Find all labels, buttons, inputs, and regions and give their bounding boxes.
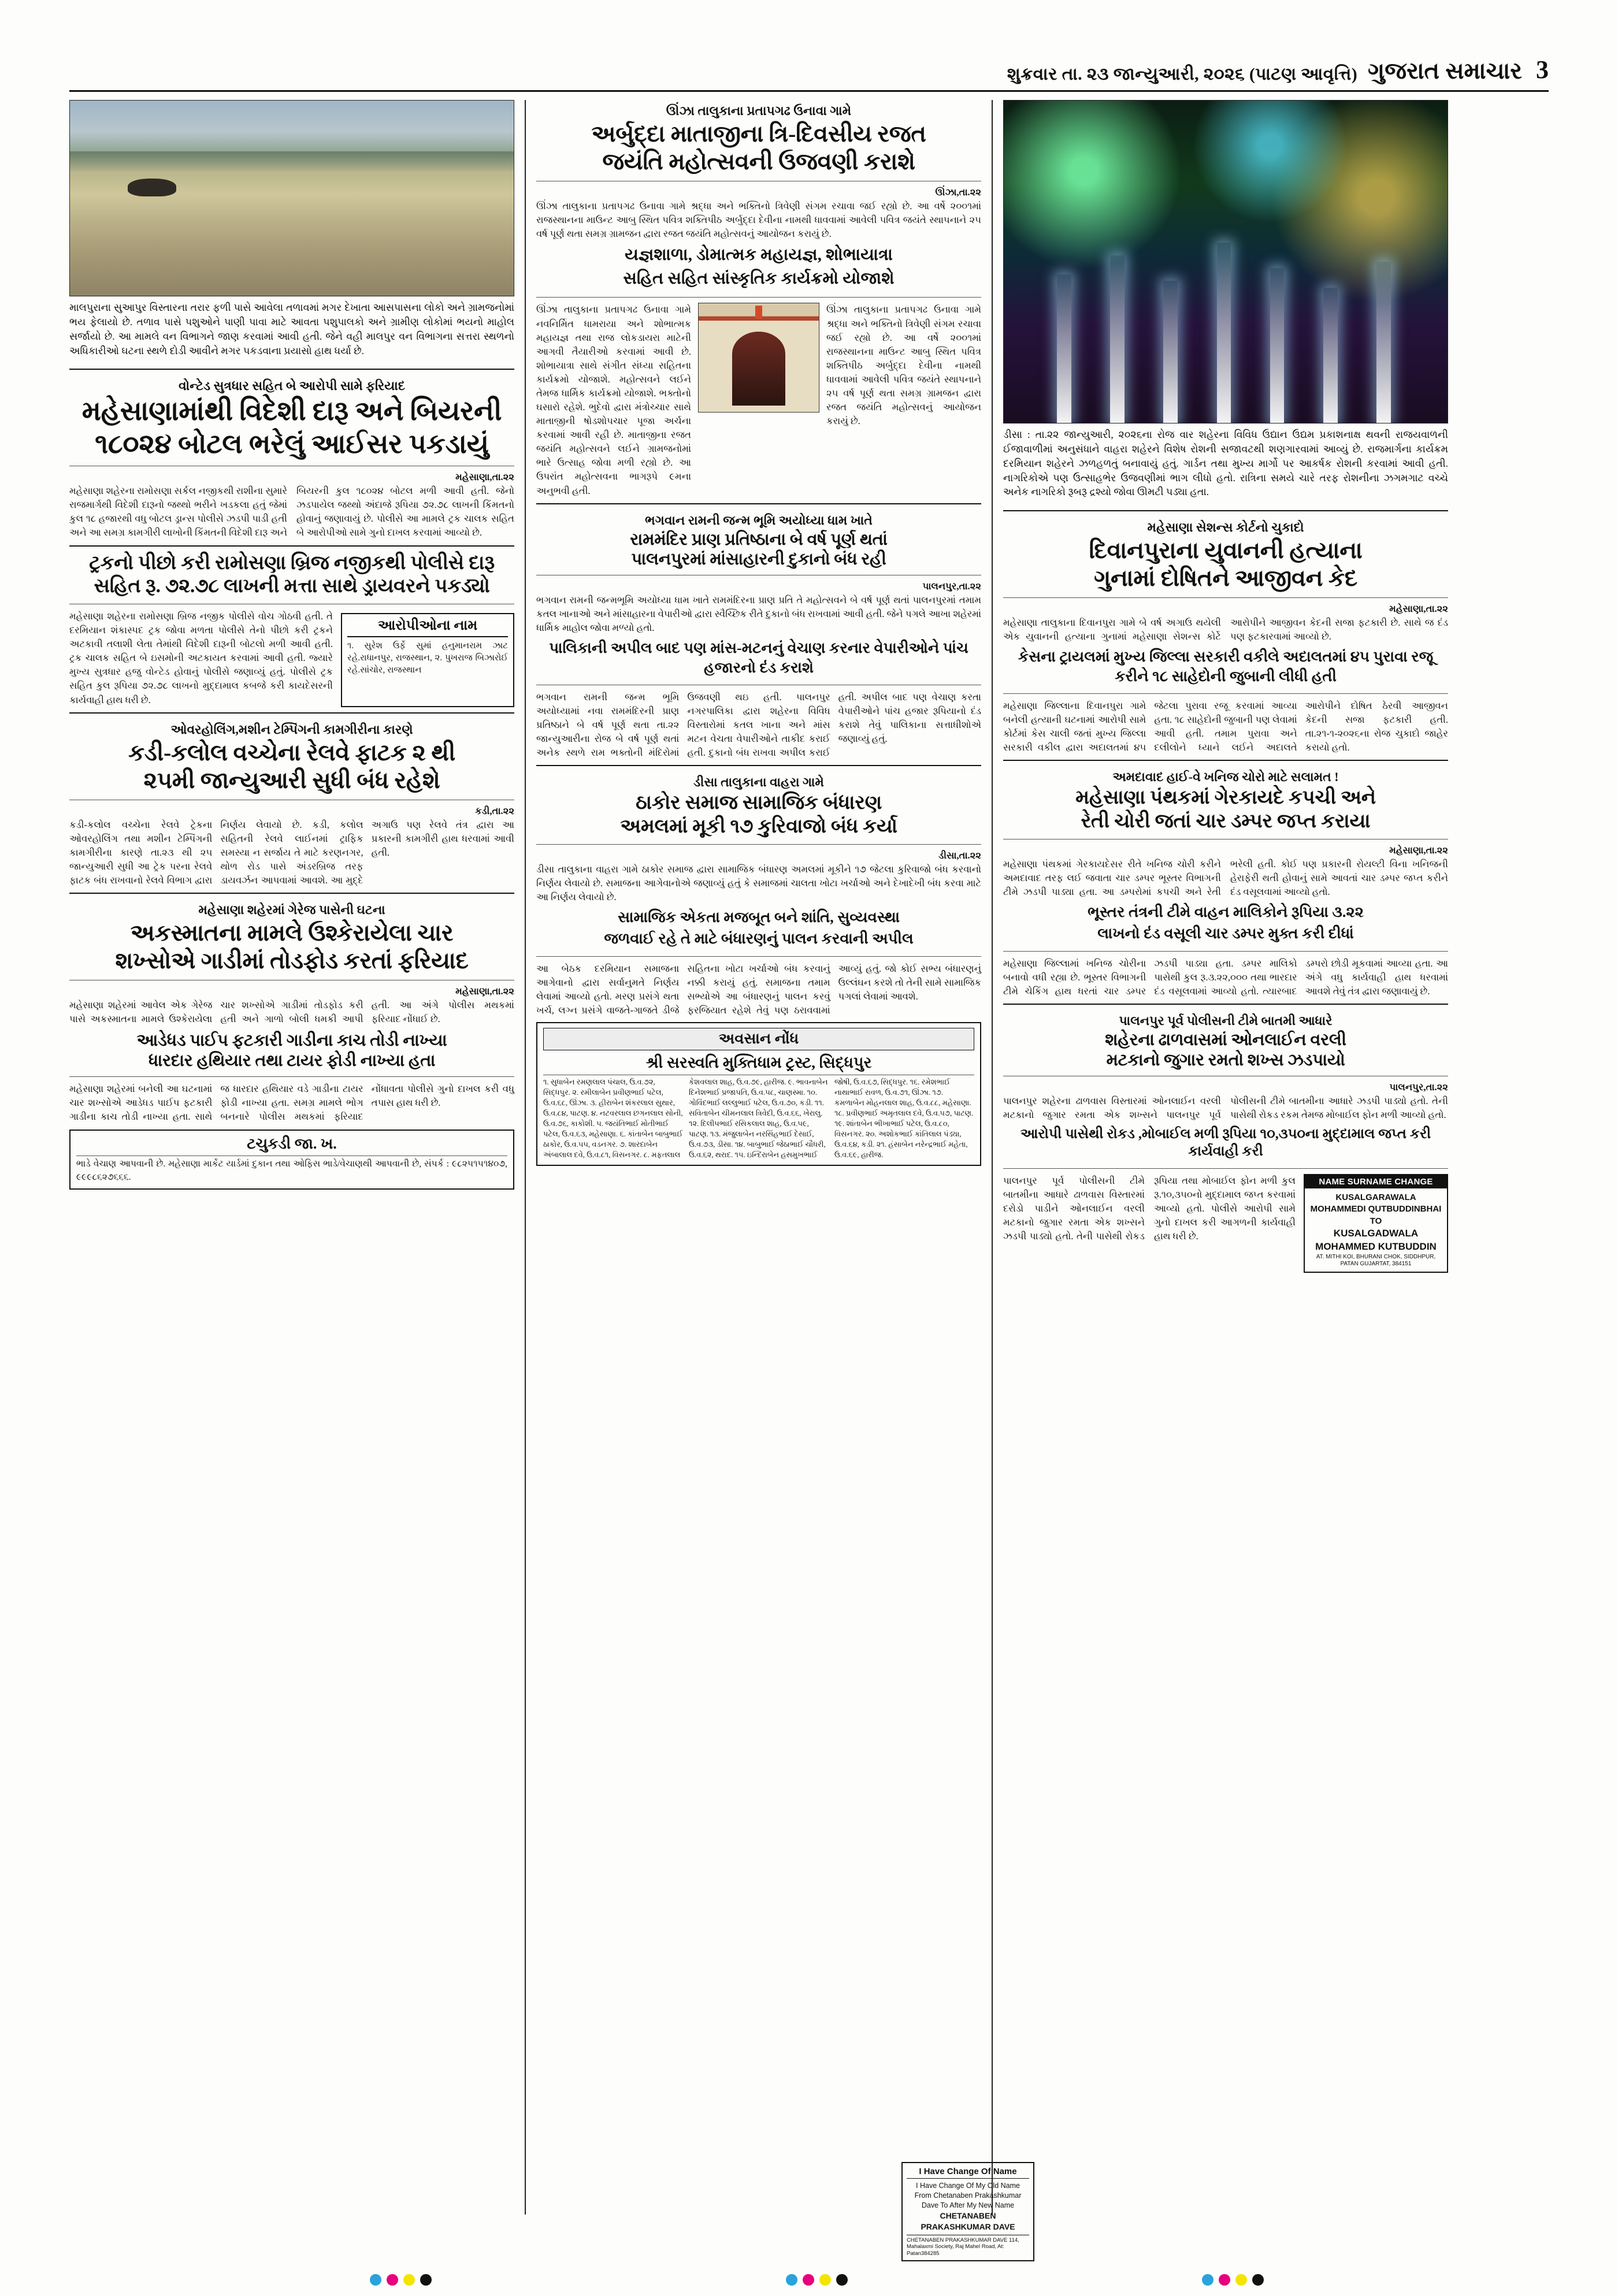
arrested-names-title: આરોપીઓના નામ	[347, 618, 508, 637]
temple-arch-shape	[732, 332, 785, 406]
classified-title: ટચુકડી જા. ખ.	[247, 1135, 337, 1153]
c2-story3-subhead-line2: જળવાઈ રહે તે માટે બંધારણનું પાલન કરવાની અપીલ	[604, 930, 914, 948]
name-change-address: AT. MITHI KOI, BHURANI CHOK, SIDDHPUR, PATAN GUJARTAT, 384151	[1316, 1253, 1436, 1268]
c2-story1-kicker: ઊંઝા તાલુકાના પ્રતાપગઢ ઉનાવા ગામે	[666, 103, 852, 118]
story4-headline-line1: અકસ્માતના મામલે ઉશ્કેરાયેલા ચાર	[130, 920, 454, 946]
c2-story3-body: ડીસા તાલુકાના વાહરા ગામે ઠાકોર સમાજ દ્વારા સામાજિક બંધારણ અમલમાં મૂકીને ૧૭ જેટલા કુરિવાજો બંધ કરવાનો નિર્ણય લેવાયો છે. સમાજના આગેવાનોએ જણાવ્યું હતું કે સમાજમાં ચાલતા ખોટા ખર્ચાઓ અને દેખાદેખી બંધ કરવા માટે આ નિર્ણય લેવાયો છે.	[536, 863, 981, 903]
divider	[536, 765, 981, 766]
c3-story3-headline-line1: શહેરના ઢાળવાસમાં ઓનલાઈન વરલી	[1105, 1030, 1346, 1049]
story4-dateline: મહેસાણા,તા.૨૨	[455, 986, 514, 997]
c3-story2-dateline: મહેસાણા,તા.૨૨	[1389, 844, 1448, 856]
photo-caption-night: ડીસા : તા.૨૨ જાન્યુઆરી, ૨૦૨૬ના રોજ વાર શહેરના વિવિધ ઉદ્યાન ઉદ્યમ પ્રકાશનાક્ષ થવની રાજયવાળની ઈજાવાળીમાં અનુસંધાને વાહરા શહેરને વિશેષ રોશની સજાવટથી શણગારવામાં આવ્યું છે. રાજમાર્ગના કાર્યક્રમ દરમિયાન શહેરને ઝળહળતું બનાવાયું હતું. ગાર્ડન તથા મુખ્ય માર્ગો પર આકર્ષક રોશની કરવામાં આવી હતી. નાગરિકોએ પણ ઉત્સાહભેર ઉજવણીમાં ભાગ લીધો હતો. રાત્રિના સમયે ચારે તરફ રોશનીના ઝગમગાટ વચ્ચે અનેક નાગરિકો રૂબરૂ દ્રશ્યો જોવા ઊમટી પડ્યા હતા.	[1003, 429, 1448, 498]
english-notice-address: CHETANABEN PRAKASHKUMAR DAVE 114, Mahalaxmi Society, Raj Mahel Road, At: Patan384285	[907, 2235, 1029, 2257]
masthead-page-number: 3	[1536, 55, 1549, 84]
name-change-to-label: TO	[1370, 1216, 1382, 1226]
story4-headline-line2: શખ્સોએ ગાડીમાં તોડફોડ કરતાં ફરિયાદ	[115, 948, 469, 974]
c3-story1-headline-line1: દિવાનપુરાના યુવાનની હત્યાના	[1089, 537, 1363, 564]
c2-story1-body: ઊંઝા તાલુકાના પ્રતાપગઢ ઉનાવા ગામે શ્રદ્ધા અને ભક્તિનો ત્રિવેણી સંગમ રચાવા જઈ રહ્યો છે. આ વર્ષે ૨૦૦૧માં રાજસ્થાનના માઉન્ટ આબુ સ્થિત પવિત્ર શક્તિપીઠ અર્બુદ્દા દેવીના નામથી ધાવવામાં આવેલી પવિત્ર જયંતે સ્થાપનાને ૨૫ વર્ષ પૂર્ણ થતા સમગ્ર ગ્રામજન દ્વારા રજત જયંતિ મહોત્સવનું આયોજન કરાયું છે.	[536, 200, 981, 240]
divider	[1003, 510, 1448, 511]
divider	[1003, 951, 1448, 952]
story1-kicker: વોન્ટેડ સુત્રધાર સહિત બે આરોપી સામે ફરિયાદ	[178, 378, 406, 393]
story3-kicker: ઓવરહોલિંગ,મશીન ટેમ્પિંગની કામગીરીના કારણે	[170, 722, 413, 737]
story2-headline-line2: સહિત રૂ. ૭૨.૭૮ લાખની મત્તા સાથે ડ્રાયવરને પકડ્યો	[94, 575, 490, 597]
registration-marks-right	[1202, 2274, 1264, 2286]
column-3	[1003, 100, 1448, 2215]
english-notice-body: I Have Change Of My Old Name From Chetanaben Prakashkumar Dave To After My New Name	[914, 2182, 1022, 2210]
name-change-old-name: KUSALGARAWALA MOHAMMEDI QUTBUDDINBHAI	[1310, 1192, 1442, 1214]
c2-story2-kicker: ભગવાન રામની જન્મ ભૂમિ અયોધ્યા ધામ ખાતે	[645, 512, 873, 527]
story4-body: મહેસાણા શહેરમાં આવેલ એક ગેરેજ પાસે અકસ્માતના મામલે ઉશ્કેરાયેલા ચાર શખ્સોએ ગાડીમાં તોડફોડ કરી હતી અને ગાળો બોલી ધમકી આપી હતી. આ અંગે પોલીસ મથકમાં ફરિયાદ નોંધાઈ છે.	[69, 1000, 514, 1025]
photo-temple	[698, 303, 819, 413]
c3-story2-subhead-line2: લાખનો દંડ વસૂલી ચાર ડમ્પર મુક્ત કરી દીધાં	[1097, 925, 1354, 942]
c2-story1-headline-line2: જયંતિ મહોત્સવની ઉજવણી કરાશે	[602, 148, 915, 175]
c3-story2-kicker: અમદાવાદ હાઈ-વે ખનિજ ચોરો માટે સલામત !	[1112, 770, 1339, 785]
story1-body: મહેસાણા શહેરના રામોસણા સર્કલ નજીકથી રાશીના સુમારે રાજમાર્ગથી વિદેશી દારૂનો જથ્થો ભરીને ખડકલા હતું જેમાં કુલ ૧૮ હજારથી વધુ બોટલ ડ્રાન્સ પોલીસે ઝડપી પાડી હતી અને આ સમગ્ર કામગીરી લાખોની કિંમતની વિદેશી દારૂ અને બિયરની કુલ ૧૮૦૨૪ બોટલ મળી આવી હતી. જેનો ઝડપાયેલ જથ્થો અંદાજે રૂપિયા ૭૨.૭૮ લાખની કિંમતનો હોવાનું જણાવાયું છે. પોલીસે આ મામલે ટ્રક ચાલક સહિત બે આરોપીઓ સામે ગુનો દાખલ કરવામાં આવ્યો છે.	[69, 485, 514, 538]
divider	[69, 545, 514, 547]
c3-story2-headline-line2: રેતી ચોરી જતાં ચાર ડમ્પર જપ્ત કરાયા	[1081, 811, 1371, 833]
c2-story1-subhead-line2: સહિત સહિત સાંસ્કૃતિક કાર્યક્રમો યોજાશે	[623, 269, 895, 288]
english-notice-title: I Have Change Of Name	[907, 2167, 1029, 2179]
photo-caption-lake: માલપુરાના સુઆપુર વિસ્તારના તરાર ફળી પાસે આવેલા તળાવમાં મગર દેખાતા આસપાસના લોકો અને ગ્રામજનોમાં ભય ફેલાયો છે. તળાવ પાસે પશુઓને પાણી પાવા માટે આવતા પશુપાલકો અને ગ્રામીણ લોકોમાં ભયનો માહોલ સર્જાયો છે. આ મામલે વન વિભાગને જાણ કરવામાં આવી હતી. જેને વહી માલપુર વન વિભાગના સત્તરા સ્થળનો અધિકારીઓ ઘટના સ્થળે દોડી આવીને મગર પકડવાના પ્રયાસો હાથ ધર્યા છે.	[69, 302, 514, 356]
divider	[69, 712, 514, 714]
c2-story3-subhead-line1: સામાજિક એકતા મજબૂત બને શાંતિ, સુવ્યવસ્થા	[618, 909, 900, 926]
divider	[1003, 760, 1448, 761]
column-divider	[525, 100, 526, 2215]
c3-story3-headline-line2: મટકાનો જુગાર રમતો શખ્સ ઝડપાયો	[1106, 1050, 1345, 1069]
divider	[69, 893, 514, 894]
english-notice-name2: PRAKASHKUMAR DAVE	[921, 2221, 1015, 2231]
c3-story3-kicker: પાલનપુર પૂર્વ પોલીસની ટીમે બાતમી આધારે	[1119, 1013, 1333, 1028]
c2-story2-body: ભગવાન રામની જન્મભૂમિ અયોધ્યા ધામ ખાતે રામમંદિરના પ્રાણ પ્રતિ તે મહોત્સવને બે વર્ષ પૂર્ણ થતાં પાલનપુરમાં તમામ કતલ ખાનાઓ અને માંસાહારના વેપારીઓ દ્વારા સ્વૈચ્છિક રીતે દુકાનો બંધ રાખવામાં આવી હતી. જેને પગલે આખા શહેરમાં ધાર્મિક માહોલ જોવા મળ્યો હતો.	[536, 595, 981, 634]
story3-dateline: કડી,તા.૨૨	[474, 805, 514, 816]
photo-lake-crocodile	[69, 100, 514, 296]
divider	[1003, 597, 1448, 598]
story4-subhead-line2: ધારદાર હથિયાર તથા ટાયર ફોડી નાખ્યા હતા	[148, 1052, 436, 1071]
c3-story3-dateline: પાલનપુર,તા.૨૨	[1389, 1081, 1448, 1093]
story2-body: મહેસાણા શહેરના રામોસણા બ્રિજ નજીક પોલીસે વોચ ગોઠવી હતી. તે દરમિયાન શંકાસ્પદ ટ્રક જોવા મળતા પોલીસે તેનો પીછો કરી ટ્રકને અટકાવી તલાશી લેતા તેમાંથી વિદેશી દારૂની બોટલો મળી આવી હતી. ટ્રક ચાલક સહિત બે ઇસમોની અટકાયત કરવામાં આવી હતી. જ્યારે મુખ્ય સુત્રધાર હજુ વોન્ટેડ હોવાનું પોલીસે જણાવ્યું હતું. પોલીસે ટ્રક સહિત કુલ રૂપિયા ૭૨.૭૮ લાખનો મુદ્દામાલ કબજે કરી કાયદેસરની કાર્યવાહી હાથ ધરી છે.	[69, 611, 333, 705]
story2-layout	[69, 610, 514, 707]
obituary-subtitle: શ્રી સરસ્વતિ મુક્તિધામ ટ્રસ્ટ, સિદ્ધપુર	[645, 1054, 872, 1072]
c3-story1-subhead: કેસના ટ્રાયલમાં મુખ્ય જિલ્લા સરકારી વકીલે અદાલતમાં ૪૫ પુરાવા રજૂ કરીને ૧૮ સાહેદોની જુબાની લીધી હતી	[1018, 648, 1434, 685]
divider	[536, 956, 981, 957]
light-column-shape	[1057, 274, 1071, 423]
temple-flag-shape	[755, 306, 762, 319]
c3-story2-body2: મહેસાણા જિલ્લામાં ખનિજ ચોરીના બનાવો વધી રહ્યા છે. ભૂસ્તર વિભાગની ટીમે ચેકિંગ હાથ ધરતાં ચાર ડમ્પર ઝડપી પાડ્યા હતા. ડમ્પર માલિકો પાસેથી કુલ રૂ.૩.૨૨,૦૦૦ તથા ભારદાર દંડ વસૂલવામાં આવ્યો હતો. ત્યારબાદ ડમ્પરો છોડી મૂકવામાં આવ્યા હતા. આ અંગે વધુ કાર્યવાહી હાથ ધરવામાં આવશે તેવું તંત્ર દ્વારા જણાવાયું છે.	[1003, 957, 1448, 997]
divider	[536, 503, 981, 504]
divider	[536, 844, 981, 845]
column-divider	[992, 100, 993, 2215]
c2-story2-headline-line2: પાલનપુરમાં માંસાહારની દુકાનો બંધ રહી	[631, 550, 886, 569]
arrested-names-list: ૧. સુરેશ ઉર્ફે સુમાં હનુમાનરામ ઝાટ રહે.રાધાનપુર, રાજસ્થાન, ૨. પુખરાજ બિઝારોઈ રહે.સાંચોર, રાજસ્થાન	[347, 641, 508, 675]
c2-story1-body2-a: ઊંઝા તાલુકાના પ્રતાપગઢ ઉનાવા ગામે નવનિર્મિત ધામરાયા અને શોભાત્મક મહાયજ્ઞ તથા રાજ લોકડાયરા માટેની આગવી તૈયારીઓ કરવામાં આવી છે. શોભાયાત્રા સાથે સંગીત સંધ્યા સહિતના કાર્યક્રમો યોજાશે. મહોત્સવને લઈને તેમજ ધાર્મિક કાર્યક્રમો યોજાશે. ભક્તોનો ઘસારો રહેશે. ભુદેવો દ્વારા મંત્રોચ્ચાર સાથે માતાજીની ષોડશોપચાર પૂજા અર્ચના કરવામાં આવી રહી છે. માતાજીના રજત જયંતિ મહોત્સવને લઈને ગ્રામજનોમાં ભારે ઉત્સાહ જોવા મળી રહ્યો છે. આ ઉપરાંત મહોત્સવના ભાગરૂપે ૯મના અનુભવી હતી.	[536, 304, 691, 496]
c3-story1-body2: મહેસાણા જિલ્લાના દિવાનપુરા ગામે બનેલી હત્યાની ઘટનામાં આરોપી સામે કોર્ટમાં કેસ ચાલી જતાં મુખ્ય જિલ્લા સરકારી વકીલ દ્વારા અદાલતમાં ૪૫ જેટલા પુરાવા રજૂ કરવામાં આવ્યા હતા. ૧૮ સાહેદોની જુબાની પણ લેવામાં આવી હતી. તમામ પુરાવા અને દલીલોને ધ્યાને લઈને અદાલતે આરોપીને દોષિત ઠેરવી આજીવન કેદની સજા ફટકારી હતી. તા.૨૧-૧-૨૦૨૬ના રોજ ચુકાદો જાહેર કરાયો હતો.	[1003, 700, 1448, 753]
story4-body2: મહેસાણા શહેરમાં બનેલી આ ઘટનામાં ચાર શખ્સોએ આડેધડ પાઈપ ફટકારી ગાડીના કાચ તોડી નાખ્યા હતા. સાથે જ ધારદાર હથિયાર વડે ગાડીના ટાયર ફોડી નાખ્યા હતા. સમગ્ર મામલે ભોગ બનનારે પોલીસ મથકમાં ફરિયાદ નોંધાવતા પોલીસે ગુનો દાખલ કરી વધુ તપાસ હાથ ધરી છે.	[69, 1083, 514, 1122]
c2-story1-body2-b: ઊંઝા તાલુકાના પ્રતાપગઢ ઉનાવા ગામે શ્રદ્ધા અને ભક્તિનો ત્રિવેણી સંગમ રચાવા જઈ રહ્યો છે. આ વર્ષે ૨૦૦૧માં રાજસ્થાનના માઉન્ટ આબુ સ્થિત પવિત્ર શક્તિપીઠ અર્બુદ્દા દેવીના નામથી ધાવવામાં આવેલી પવિત્ર જયંતે સ્થાપનાને ૨૫ વર્ષ પૂર્ણ થતા સમગ્ર ગ્રામજન દ્વારા રજત જયંતિ મહોત્સવનું આયોજન કરાયું છે.	[826, 304, 981, 427]
c3-story1-kicker: મહેસાણા સેશન્સ કોર્ટનો ચુકાદો	[1147, 520, 1304, 535]
classified-box[interactable]	[69, 1130, 514, 1190]
c2-story3-headline-line1: ઠાકોર સમાજ સામાજિક બંધારણ	[636, 792, 882, 814]
classified-body: ભાડે વેચાણ આપવાની છે. મહેસાણા માર્કેટ યાર્ડમાં દુકાન તથા ઓફિસ ભાડે/વેચાણથી આપવાની છે, સંપર્ક : ૯૮૨૫૧૫૧૪૦૭, ૯૯૯૮૬૨૭૬૬૬.	[76, 1159, 507, 1182]
story3-headline-line1: કડી-કલોલ વચ્ચેના રેલવે ફાટક ૨ થી	[128, 739, 456, 766]
c3-story1-headline-line2: ગુનામાં દોષિતને આજીવન કેદ	[1094, 565, 1357, 592]
c2-story1-subhead-line1: યજ્ઞશાળા, ડોમાત્મક મહાયજ્ઞ, શોભાયાત્રા	[625, 246, 893, 265]
c3-story1-dateline: મહેસાણા,તા.૨૨	[1389, 603, 1448, 615]
divider	[536, 297, 981, 298]
english-notice-name1: CHETANABEN	[940, 2211, 996, 2221]
c3-story2-body: મહેસાણા પંથકમાં ગેરકાયદેસર રીતે ખનિજ ચોરી કરીને અમદાવાદ તરફ લઈ જવાતા ચાર ડમ્પર ભૂસ્તર વિભાગની ટીમે ઝડપી પાડ્યા હતા. આ ડમ્પરોમાં કપચી અને રેતી ભરેલી હતી. કોઈ પણ પ્રકારની રોયલ્ટી વિના ખનિજની હેરાફેરી થતી હોવાનું સામે આવતાં ચાર ડમ્પર જપ્ત કરીને દંડ વસૂલવામાં આવ્યો હતો.	[1003, 858, 1448, 898]
divider	[1003, 693, 1448, 694]
light-column-shape	[1376, 262, 1391, 423]
light-column-shape	[1217, 243, 1231, 423]
c2-story1-dateline: ઊંઝા,તા.૨૨	[935, 187, 981, 198]
story3-body: કડી-કલોલ વચ્ચેના રેલવે ટ્રેકના ઓવરહોલિંગ તથા મશીન ટેમ્પિંગની કામગીરીના કારણે તા.૨૩ થી ૨૫ જાન્યુઆરી સુધી આ ટ્રેક પરના રેલવે ફાટક બંધ રાખવાનો રેલવે વિભાગ દ્વારા નિર્ણય લેવાયો છે. કડી, કલોલ સહિતની રેલવે લાઈનમાં ટ્રાફિક સમસ્યા ન સર્જાય તે માટે કરણનગર, થોળ રોડ પાસે અંડરબ્રિજ તરફ ડાયવર્ઝન આપવામાં આવશે. આ મુદ્દે અગાઉ પણ રેલવે તંત્ર દ્વારા આ પ્રકારની કામગીરી હાથ ધરવામાં આવી હતી.	[69, 819, 514, 886]
story1-headline-line2: ૧૮૦૨૪ બોટલ ભરેલું આઈસર પકડાયું	[95, 429, 489, 459]
c2-story3-kicker: ડીસા તાલુકાના વાહરા ગામે	[693, 775, 824, 790]
registration-marks-center	[786, 2274, 848, 2286]
c3-story3-subhead: આરોપી પાસેથી રોકડ ,મોબાઈલ મળી રૂપિયા ૧૦,૩૫૦ના મુદ્દામાલ જપ્ત કરી કાર્યવાહી કરી	[1020, 1126, 1431, 1160]
registration-marks-left	[370, 2274, 432, 2286]
obituary-box	[536, 1022, 981, 1166]
column-1	[69, 100, 514, 2215]
light-column-shape	[1163, 281, 1178, 423]
name-change-new-name: KUSALGADWALA MOHAMMED KUTBUDDIN	[1315, 1227, 1437, 1252]
divider	[1003, 1004, 1448, 1005]
divider	[69, 1076, 514, 1077]
c2-story3-body2: આ બેઠક દરમિયાન સમાજના આગેવાનો દ્વારા સર્વાનુમતે નિર્ણય લેવામાં આવ્યો હતો. મરણ પ્રસંગે થતા ખર્ચ, લગ્ન પ્રસંગે વાજતે-ગાજતે ડીજે સહિતના ખોટા ખર્ચાઓ બંધ કરવાનું નક્કી કરાયું હતું. સમાજના તમામ સભ્યોએ આ બંધારણનું પાલન કરવું ફરજિયાત રહેશે તેવું પણ ઠરાવવામાં આવ્યું હતું. જો કોઈ સભ્ય બંધારણનું ઉલ્લંઘન કરશે તો તેની સામે સામાજિક પગલાં લેવામાં આવશે.	[536, 963, 981, 1016]
arrested-names-box	[341, 613, 514, 707]
name-change-header: NAME SURNAME CHANGE	[1305, 1175, 1447, 1188]
c3-story1-body: મહેસાણા તાલુકાના દિવાનપુરા ગામે બે વર્ષ અગાઉ થયેલી એક યુવાનની હત્યાના ગુનામાં મહેસાણા સેશન્સ કોર્ટે આરોપીને આજીવન કેદની સજા ફટકારી છે. સાથે જ દંડ પણ ફટકારવામાં આવ્યો છે.	[1003, 617, 1448, 642]
divider	[69, 369, 514, 370]
c2-story1-headline-line1: અર્બુદ્દા માતાજીના ત્રિ-દિવસીય રજત	[591, 121, 926, 147]
name-change-notice	[1304, 1174, 1448, 1273]
photo-night-illumination	[1003, 100, 1448, 423]
c3-story2-headline-line1: મહેસાણા પંથકમાં ગેરકાયદે કપચી અને	[1075, 787, 1376, 809]
light-column-shape	[1270, 268, 1285, 423]
masthead-paper-name: ગુજરાત સમાચાર	[1368, 58, 1522, 84]
obituary-title: અવસાન નોંધ	[543, 1028, 974, 1050]
c2-story1-layout	[536, 303, 981, 497]
story2-headline-line1: ટ્રકનો પીછો કરી રામોસણા બ્રિજ નજીકથી પોલીસે દારૂ	[89, 552, 495, 574]
buffalo-shape	[128, 179, 176, 196]
masthead	[69, 55, 1549, 92]
story4-subhead-line1: આડેધડ પાઈપ ફટકારી ગાડીના કાચ તોડી નાખ્યા	[136, 1031, 447, 1050]
english-name-change-notice	[901, 2162, 1034, 2261]
story3-headline-line2: ૨૫મી જાન્યુઆરી સુધી બંધ રહેશે	[143, 767, 440, 793]
story4-kicker: મહેસાણા શહેરમાં ગેરેજ પાસેની ઘટના	[198, 902, 385, 917]
c2-story3-dateline: ડીસા,તા.૨૨	[938, 849, 981, 861]
divider	[1003, 1168, 1448, 1169]
obituary-entries: ૧. સુધાબેન રમણલાલ પંચાલ, ઉ.વ.૭૨, સિદ્ધપુર. ૨. રમીલાબેન પ્રવીણભાઈ પટેલ, ઉ.વ.૬૮, ઊંઝા. ૩. હીરાબેન શંકરલાલ સુથાર, ઉ.વ.૮૪, પાટણ. ૪. નટવરલાલ છગનલાલ સોની, ઉ.વ.૭૬, કાકોશી. ૫. જયંતિભાઈ મોતીભાઈ પટેલ, ઉ.વ.૬૩, મહેસાણા. ૬. કાંતાબેન બાબુભાઈ ઠાકોર, ઉ.વ.૫૫, વડનગર. ૭. શારદાબેન અંબાલાલ દવે, ઉ.વ.૮૧, વિસનગર. ૮. મફતલાલ કેશવલાલ શાહ, ઉ.વ.૭૯, હારીજ. ૯. ભાવનાબેન દિનેશભાઈ પ્રજાપતિ, ઉ.વ.૫૮, ચાણસ્મા. ૧૦. ગોવિંદભાઈ લલ્લુભાઈ પટેલ, ઉ.વ.૭૦, કડી. ૧૧. સવિતાબેન ચીમનલાલ ત્રિવેદી, ઉ.વ.૬૬, ખેરાલુ. ૧૨. દિલીપભાઈ રસિકલાલ શાહ, ઉ.વ.૫૯, પાટણ. ૧૩. મંજુલાબેન નરસિંહભાઈ દેસાઈ, ઉ.વ.૭૩, ડીસા. ૧૪. બાબુભાઈ જેઠાભાઈ ચૌધરી, ઉ.વ.૬૨, થરાદ. ૧૫. ઇન્દિરાબેન હસમુખભાઈ જોષી, ઉ.વ.૬૭, સિદ્ધપુર. ૧૬. રમેશભાઈ નાથાભાઈ રાવળ, ઉ.વ.૭૧, ઊંઝા. ૧૭. કમળાબેન મોહનલાલ શાહ, ઉ.વ.૮૮, મહેસાણા. ૧૮. પ્રવીણભાઈ અમૃતલાલ દવે, ઉ.વ.૫૭, પાટણ. ૧૯. શાંતાબેન ભીખાભાઈ પટેલ, ઉ.વ.૮૦, વિસનગર. ૨૦. અશોકભાઈ કાંતિલાલ પંડ્યા, ઉ.વ.૬૪, કડી. ૨૧. હંસાબેન નરેન્દ્રભાઈ મહેતા, ઉ.વ.૬૯, હારીજ.	[543, 1078, 974, 1159]
c2-story3-headline-line2: અમલમાં મૂકી ૧૭ કુરિવાજો બંધ કર્યા	[620, 816, 897, 838]
c3-story3-body2: પાલનપુર પૂર્વ પોલીસની ટીમે બાતમીના આધારે ઢાળવાસ વિસ્તારમાં દરોડો પાડીને ઓનલાઈન વરલી મટકાનો જુગાર રમતા એક શખ્સને ઝડપી પાડ્યો હતો. તેની પાસેથી રોકડ રૂપિયા તથા મોબાઈલ ફોન મળી કુલ રૂ.૧૦,૩૫૦નો મુદ્દામાલ જપ્ત કરવામાં આવ્યો હતો. પોલીસે આરોપી સામે ગુનો દાખલ કરી આગળની કાર્યવાહી હાથ ધરી છે.	[1003, 1175, 1296, 1242]
c2-story2-subhead: પાલિકાની અપીલ બાદ પણ માંસ-મટનનું વેચાણ કરનાર વેપારીઓને પાંચ હજારનો દંડ કરાશે	[549, 640, 968, 676]
column-2	[536, 100, 981, 2215]
c2-story2-body2: ભગવાન રામની જન્મ ભૂમિ અયોધ્યામાં નવા રામમંદિરની પ્રાણ પ્રતિષ્ઠાને બે વર્ષ પૂર્ણ થતા તા.૨૨ જાન્યુઆરીના રોજ બે વર્ષ પૂર્ણ થતાં અનેક સ્થળે રામ ભક્તોની મંદિરોમાં ઉજવણી થઇ હતી. પાલનપુર નગરપાલિકા દ્વારા શહેરના વિવિધ વિસ્તારોમાં કતલ ખાના અને માંસ મટન વેચતા વેપારીઓને તાકીદ કરાઈ હતી. દુકાનો બંધ રાખવા અપીલ કરાઈ હતી. અપીલ બાદ પણ વેચાણ કરતા વેપારીઓને પાંચ હજાર રૂપિયાનો દંડ કરાશે તેવું પાલિકાના સત્તાધીશોએ જણાવ્યું હતું.	[536, 691, 981, 759]
light-column-shape	[1323, 288, 1338, 423]
c3-story3-layout	[1003, 1174, 1448, 1273]
story1-headline-line1: મહેસાણામાંથી વિદેશી દારૂ અને બિયરની	[81, 396, 502, 427]
c2-story2-headline-line1: રામમંદિર પ્રાણ પ્રતિષ્ઠાના બે વર્ષ પૂર્ણ થતાં	[630, 530, 888, 549]
story1-dateline: મહેસાણા,તા.૨૨	[455, 471, 514, 483]
c3-story3-body: પાલનપુર શહેરના ઢાળવાસ વિસ્તારમાં ઓનલાઈન વરલી મટકાનો જુગાર રમતા એક શખ્સને પાલનપુર પૂર્વ પોલીસની ટીમે બાતમીના આધારે ઝડપી પાડ્યો હતો. તેની પાસેથી રોકડ રકમ તેમજ મોબાઈલ ફોન મળી આવ્યો હતો.	[1003, 1095, 1448, 1120]
light-column-shape	[1110, 255, 1125, 423]
masthead-dateline: શુક્રવાર તા. ૨૩ જાન્યુઆરી, ૨૦૨૬ (પાટણ આવૃત્તિ)	[1007, 65, 1358, 84]
page-columns	[69, 100, 1549, 2215]
c2-story2-dateline: પાલનપુર,તા.૨૨	[922, 581, 981, 592]
c3-story2-subhead-line1: ભૂસ્તર તંત્રની ટીમે વાહન માલિકોને રૂપિયા ૩.૨૨	[1088, 904, 1364, 921]
